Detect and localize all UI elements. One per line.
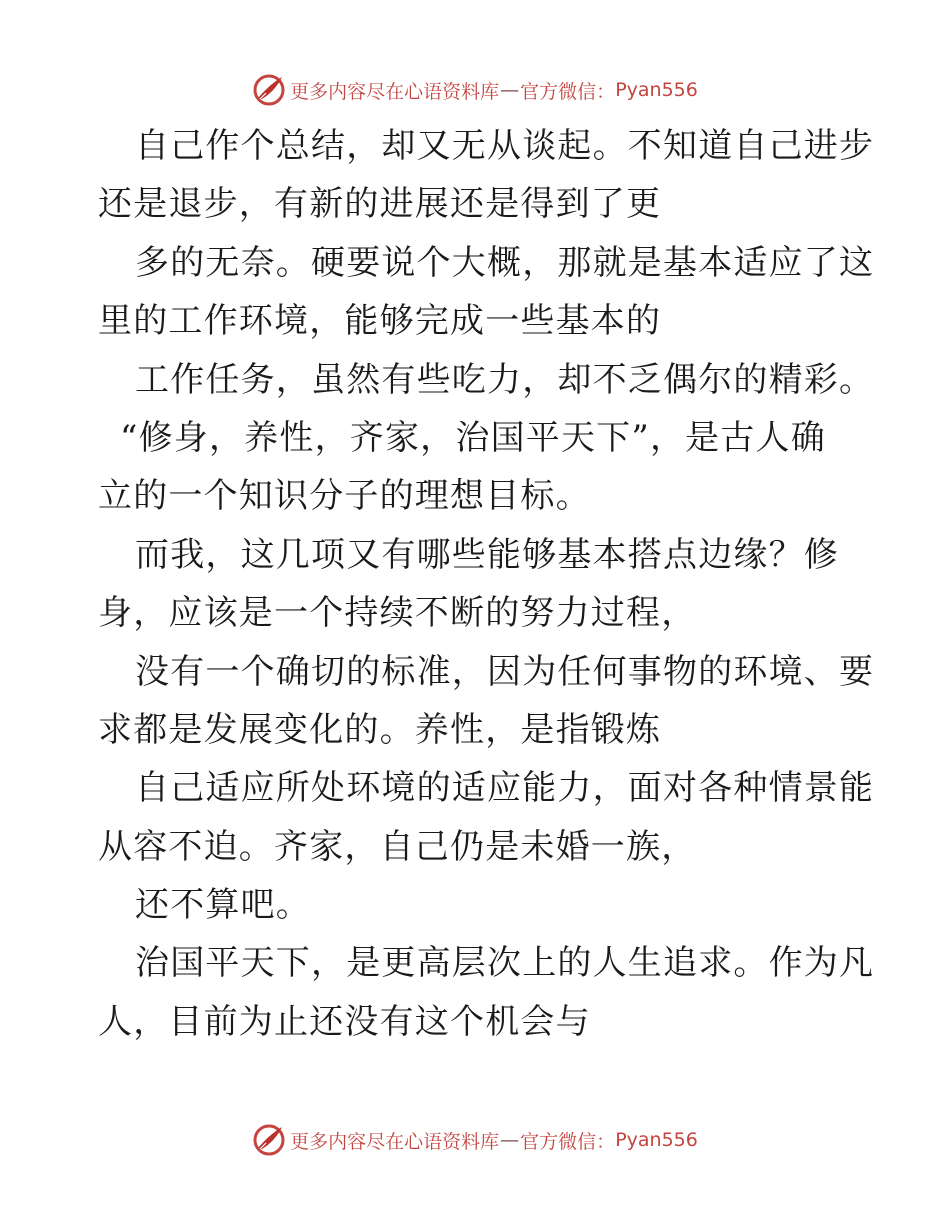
footer-wechat-id: Pyan556: [615, 1129, 698, 1151]
body-line: 治国平天下，是更高层次上的人生追求。作为凡: [135, 943, 875, 984]
body-line: “修身，养性，齐家，治国平天下”，是古人确: [120, 417, 826, 458]
header-dash: —: [500, 79, 520, 101]
body-line: 求都是发展变化的。养性，是指锻炼: [98, 709, 662, 750]
header-wechat-id: Pyan556: [615, 79, 698, 101]
body-line: 多的无奈。硬要说个大概，那就是基本适应了这: [135, 242, 875, 283]
body-line: 自己适应所处环境的适应能力，面对各种情景能: [135, 768, 875, 809]
footer-site-name: 更多内容尽在心语资料库: [290, 1130, 500, 1153]
header-site-name: 更多内容尽在心语资料库: [290, 80, 500, 103]
body-line: 还不算吧。: [135, 885, 311, 926]
body-line: 没有一个确切的标准，因为任何事物的环境、要: [135, 651, 875, 692]
header-wechat-label: 官方微信：: [520, 80, 616, 103]
quill-logo-icon: [252, 1123, 286, 1157]
body-line: 而我，这几项又有哪些能够基本搭点边缘？修: [135, 534, 839, 575]
footer-dash: —: [500, 1129, 520, 1151]
footer-wechat-label: 官方微信：: [520, 1130, 616, 1153]
document-body: [0, 117, 950, 1051]
body-line: 还是退步，有新的进展还是得到了更: [98, 184, 662, 225]
footer-banner: [0, 1120, 950, 1160]
quill-logo-icon: [252, 73, 286, 107]
body-line: 工作任务，虽然有些吃力，却不乏偶尔的精彩。: [135, 359, 875, 400]
header-banner: [0, 70, 950, 110]
body-line: 自己作个总结，却又无从谈起。不知道自己进步: [135, 126, 875, 166]
body-line: 立的一个知识分子的理想目标。: [98, 476, 591, 517]
body-line: 从容不迫。齐家，自己仍是未婚一族，: [98, 826, 697, 867]
body-line: 里的工作环境，能够完成一些基本的: [98, 301, 662, 342]
body-line: 身，应该是一个持续不断的努力过程，: [98, 593, 697, 634]
body-line: 人，目前为止还没有这个机会与: [98, 1001, 591, 1042]
